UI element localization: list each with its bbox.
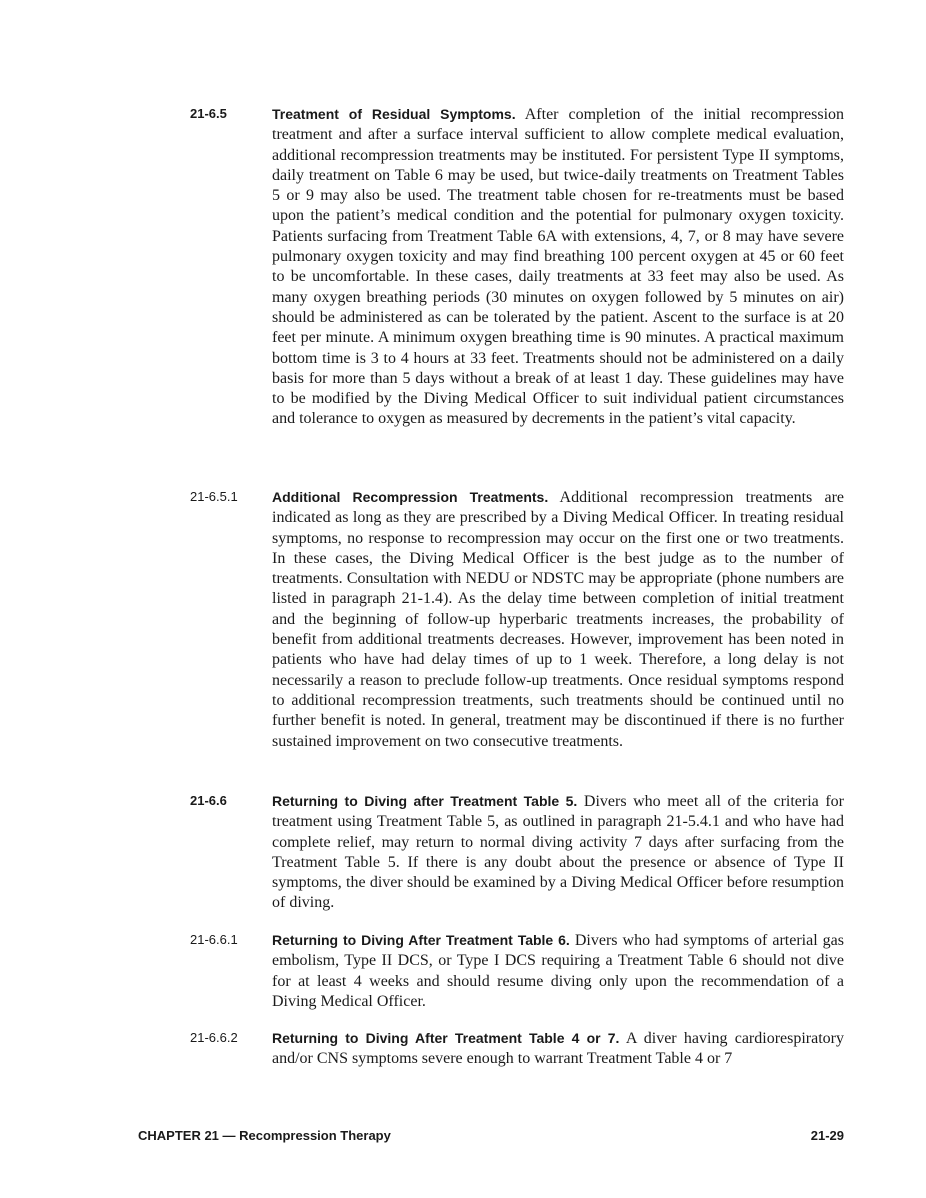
section-number: 21-6.5 (190, 106, 227, 121)
footer-chapter: CHAPTER 21 — Recompression Therapy (138, 1128, 391, 1143)
section-number: 21-6.5.1 (190, 489, 238, 504)
section-text (272, 930, 844, 1012)
section-heading: Treatment of Residual Symptoms. (272, 106, 516, 122)
section-body: Additional recompression treatments are indicated as long as they are prescribed by a Diving Medical Officer. In treating residual symptoms, no response to recompression may occur on the first one or two treatments. In these cases, the Diving Medical Officer is the best judge as to the number of treatments. Consultation with NEDU or NDSTC may be appropriate (phone numbers are listed in paragraph 21-1.4). As the delay time between completion of initial treatment and the beginning of follow-up hyperbaric treatments increases, the probability of benefit from additional treatments decreases. However, improvement has been noted in patients who have had delay times of up to 1 week. Therefore, a long delay is not necessarily a reason to preclude follow-up treatments. Once residual symptoms respond to additional recompression treatments, such treatments should be continued until no further benefit is noted. In general, treatment may be discontinued if there is no further sustained improvement on two consecutive treatments. (272, 489, 844, 750)
section-body: A diver having cardiorespiratory and/or CNS symptoms severe enough to warrant Treatment Table 4 or 7 (272, 1030, 844, 1068)
section-heading: Returning to Diving after Treatment Table 5. (272, 793, 578, 809)
footer-page-number: 21-29 (810, 1128, 844, 1143)
section-text (272, 791, 844, 914)
section-text (272, 487, 844, 752)
section-body: Divers who had symptoms of arterial gas embolism, Type II DCS, or Type I DCS requiring a Treatment Table 6 should not dive for at least 4 weeks and should resume diving only upon the recommendation of a Diving Medical Officer. (272, 932, 845, 1010)
section-number: 21-6.6.2 (190, 1030, 238, 1045)
section-heading: Returning to Diving After Treatment Table 4 or 7. (272, 1030, 620, 1046)
section-text (272, 1028, 844, 1070)
section-number: 21-6.6.1 (190, 932, 238, 947)
section-body: After completion of the initial recompression treatment and after a surface interval sufficient to allow complete medical evaluation, additional recompression treatments may be instituted. For persistent Type II symptoms, daily treatment on Table 6 may be used, but twice-daily treatments on Treatment Tables 5 or 9 may also be used. The treatment table chosen for re-treatments must be based upon the patient’s medical condition and the potential for pulmonary oxygen toxicity. Patients surfacing from Treatment Table 6A with extensions, 4, 7, or 8 may have severe pulmonary oxygen toxicity and may find breathing 100 percent oxygen at 45 or 60 feet to be uncomfortable. In these cases, daily treatments at 33 feet may also be used. As many oxygen breathing periods (30 minutes on oxygen followed by 5 minutes on air) should be administered as can be tolerated by the patient. Ascent to the surface is at 20 feet per minute. A minimum oxygen breathing time is 90 minutes. A practical maximum bottom time is 3 to 4 hours at 33 feet. Treatments should not be administered on a daily basis for more than 5 days without a break of at least 1 day. These guidelines may have to be modified by the Diving Medical Officer to suit individual patient circumstances and tolerance to oxygen as measured by decrements in the patient’s vital capacity. (272, 106, 845, 428)
section-text (272, 104, 844, 430)
section-heading: Returning to Diving After Treatment Table 6. (272, 932, 570, 948)
section-heading: Additional Recompression Treatments. (272, 489, 549, 505)
section-body: Divers who meet all of the criteria for treatment using Treatment Table 5, as outlined in paragraph 21-5.4.1 and who have had complete relief, may return to normal diving activity 7 days after surfacing from the Treatment Table 5. If there is any doubt about the presence or absence of Type II symptoms, the diver should be examined by a Diving Medical Officer before resumption of diving. (272, 793, 845, 912)
section-number: 21-6.6 (190, 793, 227, 808)
